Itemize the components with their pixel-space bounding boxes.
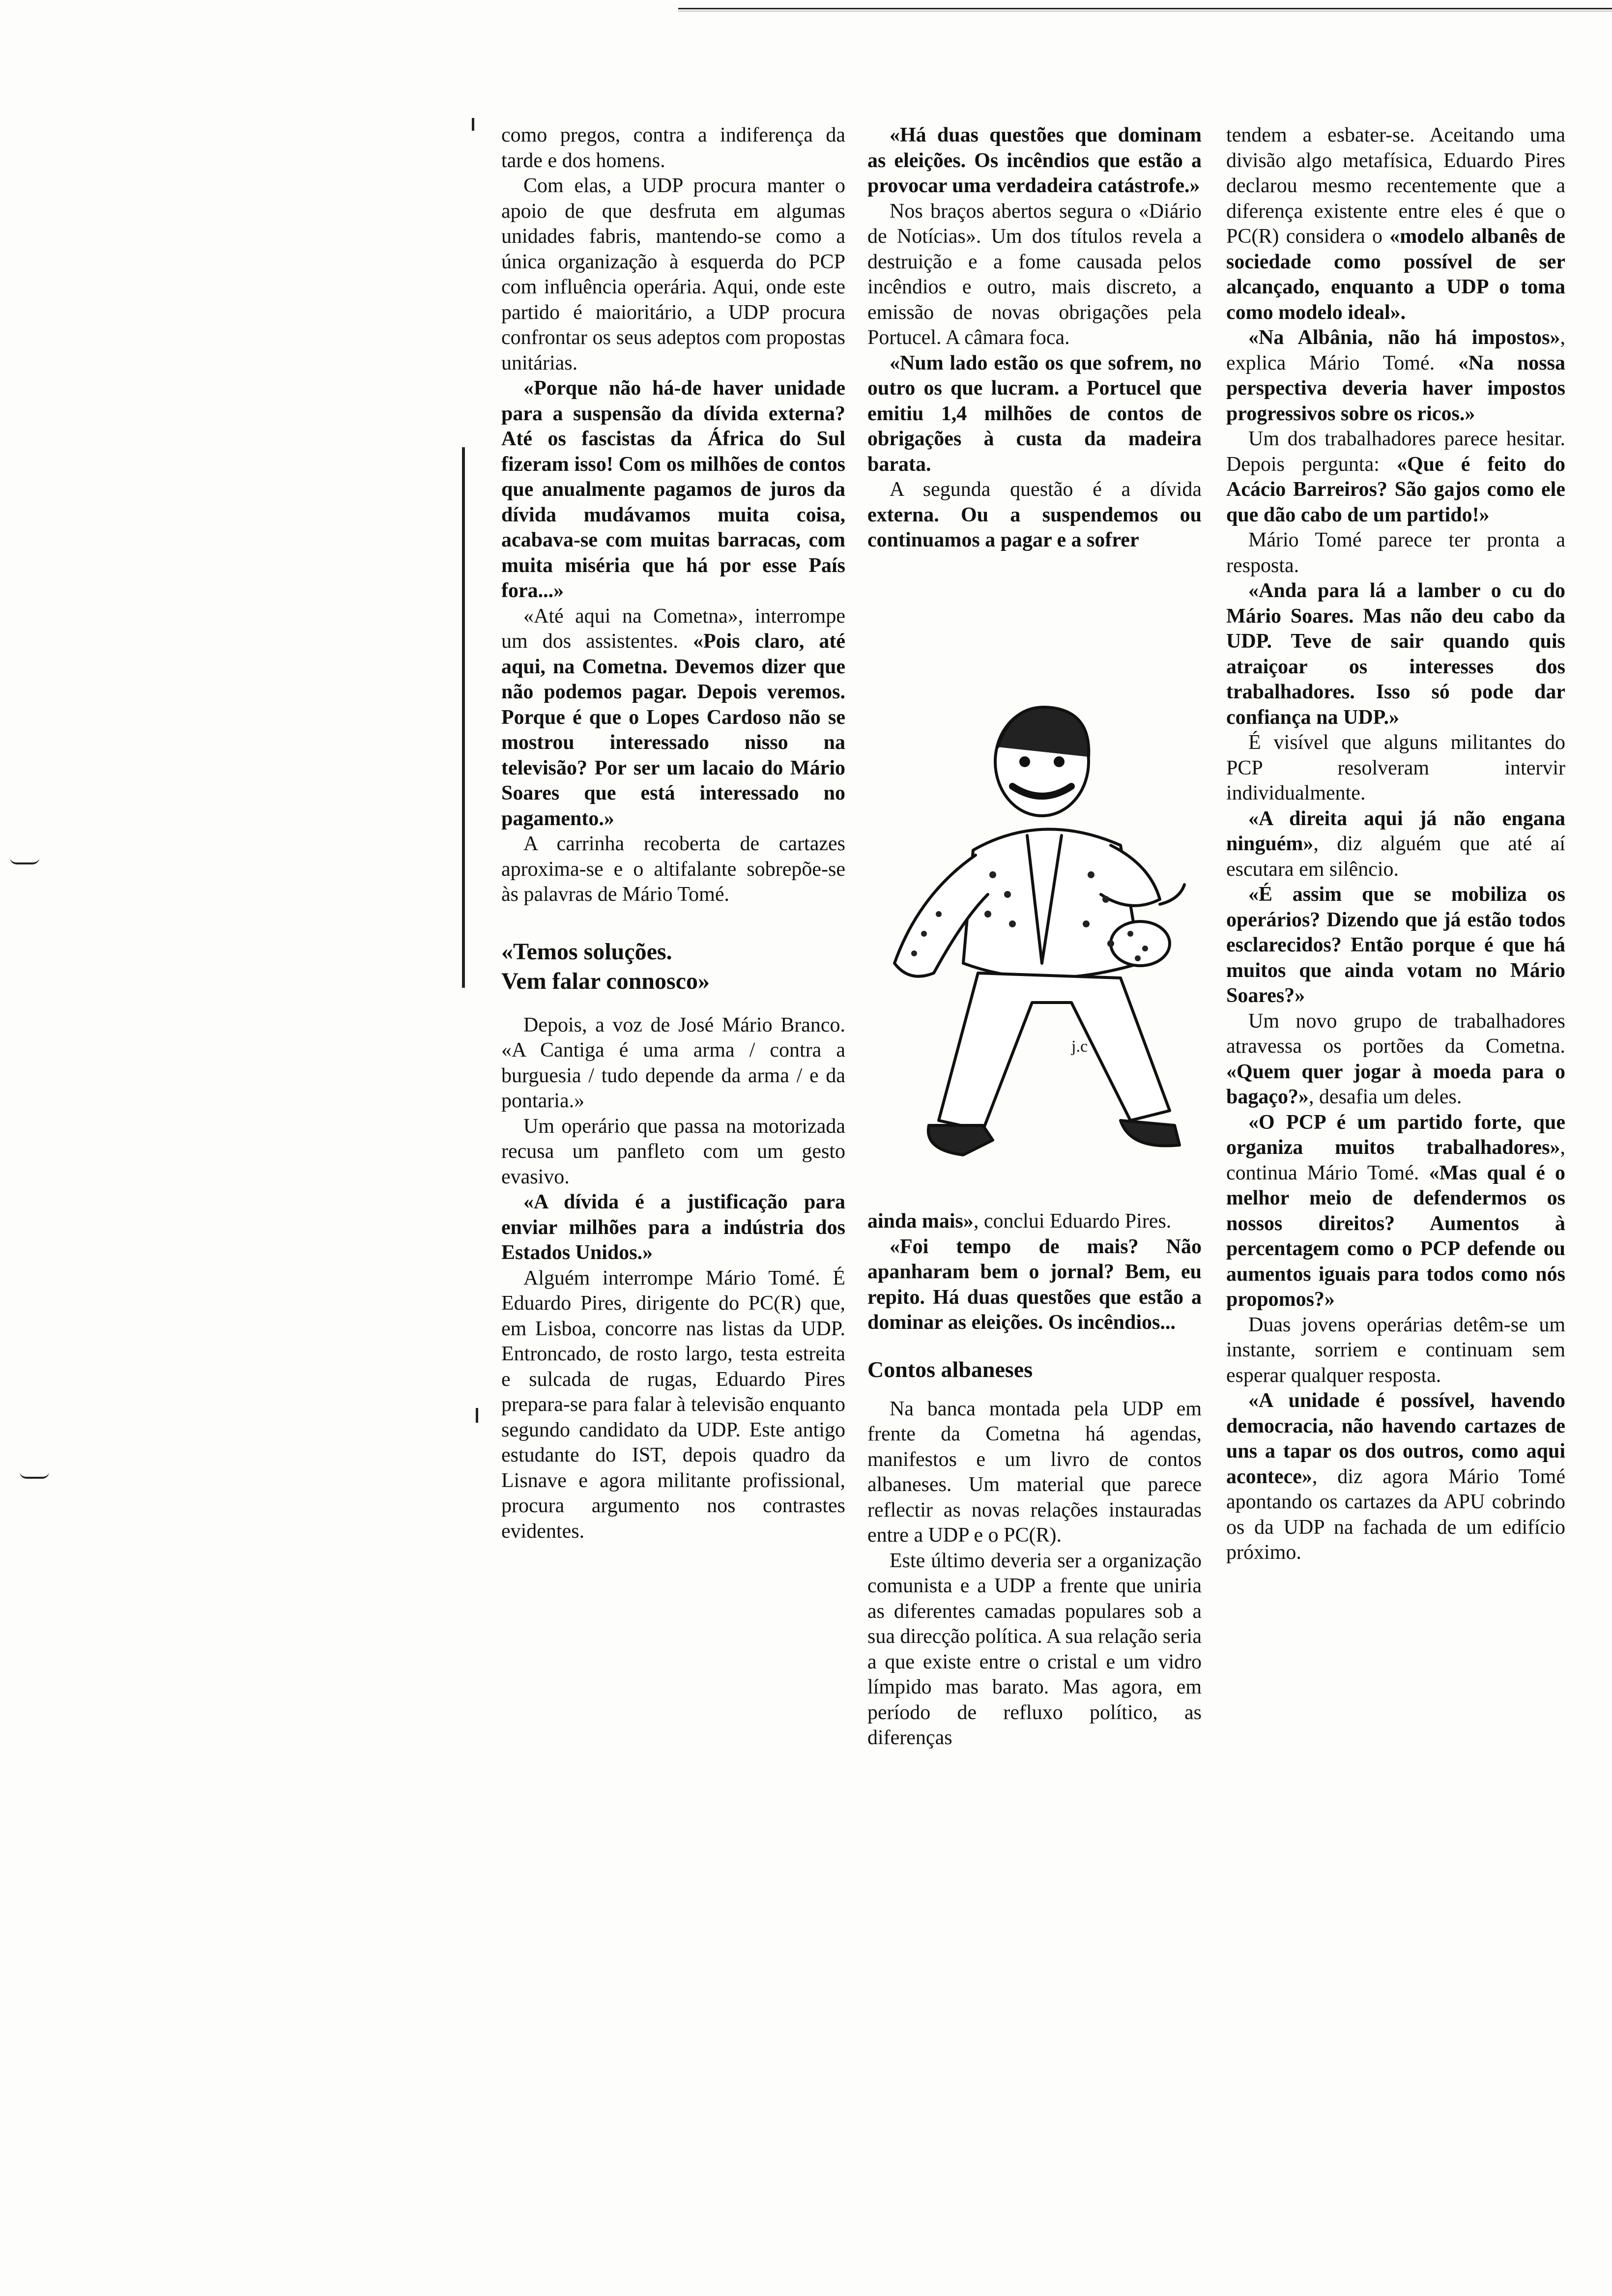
quote-bold: «Que é feito do Acácio Barreiros? São gajos como ele que dão cabo de um partido!» [1226, 453, 1566, 526]
paragraph: Na banca montada pela UDP em frente da Cometna há agendas, manifestos e um livro de contos albaneses. Um material que parece reflectir as novas relações instauradas entre a UDP e o PC(R). [867, 1397, 1202, 1547]
paragraph [1226, 427, 1565, 528]
quote-bold: «A direita aqui já não engana ninguém» [1226, 807, 1565, 855]
quote-bold: «Na nossa perspectiva deveria haver impostos progressivos sobre os ricos.» [1226, 351, 1565, 425]
paragraph [1226, 882, 1565, 1009]
subheading: Vem falar connosco» [501, 968, 710, 994]
text: Um dos trabalhadores parece hesitar. Depois pergunta: [1226, 428, 1565, 476]
paragraph [1226, 806, 1565, 883]
text: A segunda questão é a dívida [890, 478, 1202, 501]
paragraph: Depois, a voz de José Mário Branco. «A Cantiga é uma arma / contra a burguesia / tudo depende da arma / e da pontaria.» [501, 1013, 845, 1112]
text: , diz agora Mário Tomé apontando os cartazes da APU cobrindo os da UDP na fachada de um edifício próximo. [1226, 1465, 1565, 1564]
paragraph [501, 1190, 845, 1266]
margin-bar [462, 447, 465, 988]
quote-bold: «Num lado estão os que sofrem, no outro os que lucram. a Portucel que emitiu 1,4 milhões de contos de obrigações à custa da madeira barata. [867, 351, 1202, 476]
quote-bold: «Foi tempo de mais? Não apanharam bem o jornal? Bem, eu repito. Há duas questões que estão a dominar as eleições. Os incêndios... [867, 1235, 1202, 1334]
quote-bold: «Mas qual é o melhor meio de defendermos os nossos direitos? Aumentos à percentagem como o PCP defende ou aumentos iguais para todos como nós propomos?» [1226, 1161, 1565, 1311]
paragraph [867, 477, 1202, 553]
article-column-2 [867, 123, 1202, 553]
subheading: Contos albaneses [867, 1356, 1033, 1382]
text: , desafia um deles. [1309, 1086, 1462, 1108]
paragraph [867, 1234, 1202, 1336]
quote-bold: «Quem quer jogar à moeda para o bagaço?» [1226, 1060, 1565, 1108]
quote-bold: externa. Ou a suspendemos ou continuamos a pagar e a sofrer [867, 503, 1202, 551]
paragraph [867, 123, 1202, 199]
paragraph: Alguém interrompe Mário Tomé. É Eduardo Pires, dirigente do PC(R) que, em Lisboa, concorre nas listas da UDP. Entroncado, de rosto largo, testa estreita e sulcada de rugas, Eduardo Pires prepara-se para falar à televisão enquanto segundo candidato da UDP. Este antigo estudante do IST, depois quadro da Lisnave e agora militante profissional, procura argumento nos contrastes evidentes. [501, 1266, 845, 1543]
paragraph: Nos braços abertos segura o «Diário de Notícias». Um dos títulos revela a destruição e a fome causada pelos incêndios e outro, mais discreto, a emissão de novas obrigações pela Portucel. A câmara foca. [867, 200, 1202, 349]
paragraph [867, 1209, 1202, 1234]
quote-bold: «Há duas questões que dominam as eleições. Os incêndios que estão a provocar uma verdadeira catástrofe.» [867, 124, 1202, 197]
paragraph [1226, 578, 1565, 730]
paragraph [1226, 1009, 1565, 1110]
quote-bold: «A dívida é a justificação para enviar milhões para a indústria dos Estados Unidos.» [501, 1191, 845, 1264]
paragraph [501, 604, 845, 832]
quote-bold: ainda mais» [867, 1210, 974, 1233]
margin-tick [476, 1408, 478, 1423]
paragraph [501, 376, 845, 604]
margin-tick [472, 118, 474, 131]
paragraph: A carrinha recoberta de cartazes aproxima-se e o altifalante sobrepõe-se às palavras de Mário Tomé. [501, 832, 845, 906]
paragraph: Este último deveria ser a organização comunista e a UDP a frente que uniria as diferentes camadas populares sob a sua direcção política. A sua relação seria a que existe entre o cristal e um vidro límpido mas barato. Mas agora, em período de refluxo político, as diferenças [867, 1549, 1202, 1749]
quote-bold: «É assim que se mobiliza os operários? Dizendo que já estão todos esclarecidos? Então porque é que há muitos que ainda votam no Mário Soares?» [1226, 883, 1565, 1007]
paragraph [1226, 123, 1565, 325]
text: tendem a esbater-se. Aceitando uma divisão algo metafísica, Eduardo Pires declarou mesmo recentemente que a diferença existente entre eles é que o PC(R) considera o [1226, 124, 1565, 248]
paragraph: como pregos, contra a indiferença da tarde e dos homens. [501, 124, 845, 172]
subheading: «Temos soluções. [501, 938, 672, 965]
article-column-1 [501, 123, 845, 1544]
artist-initials: j.c [1071, 1037, 1088, 1056]
paragraph [1226, 1388, 1565, 1566]
paragraph: Duas jovens operárias detêm-se um instante, sorriem e continuam sem esperar qualquer resposta. [1226, 1313, 1565, 1387]
margin-mark [20, 1472, 49, 1479]
quote-bold: «A unidade é possível, havendo democracia, não havendo cartazes de uns a tapar os dos outros, como aqui acontece» [1226, 1389, 1565, 1488]
caricature-illustration [865, 688, 1219, 1209]
text: , conclui Eduardo Pires. [973, 1210, 1172, 1233]
paragraph: Com elas, a UDP procura manter o apoio de que desfruta em algumas unidades fabris, mantendo-se como a única organização à esquerda do PCP com influência operária. Aqui, onde este partido é maioritário, a UDP procura confrontar os seus adeptos com propostas unitárias. [501, 174, 845, 374]
article-column-2-continued [867, 1209, 1202, 1751]
paragraph: Um operário que passa na motorizada recusa um panfleto com um gesto evasivo. [501, 1115, 845, 1188]
text: , diz alguém que até aí escutara em silêncio. [1226, 832, 1565, 881]
paragraph: É visível que alguns militantes do PCP resolveram intervir individualmente. [1226, 731, 1565, 804]
quote-bold: «Anda para lá a lamber o cu do Mário Soares. Mas não deu cabo da UDP. Teve de sair quando quis atraiçoar os interesses dos trabalhadores. Isso só pode dar confiança na UDP.» [1226, 579, 1565, 729]
quote-bold: «O PCP é um partido forte, que organiza muitos trabalhadores» [1226, 1111, 1565, 1159]
top-rule [678, 8, 1612, 9]
text: Um novo grupo de trabalhadores atravessa os portões da Cometna. [1226, 1009, 1565, 1058]
text: , continua Mário Tomé. [1226, 1136, 1565, 1184]
quote-bold: «modelo albanês de sociedade como possível de ser alcançado, enquanto a UDP o toma como modelo ideal». [1226, 225, 1565, 324]
quote-bold: «Na Albânia, não há impostos» [1248, 326, 1560, 349]
text: «Até aqui na Cometna», interrompe um dos assistentes. [501, 604, 845, 653]
quote-bold: «Porque não há-de haver unidade para a suspensão da dívida externa? Até os fascistas da África do Sul fizeram isso! Com os milhões de contos que anualmente pagamos de juros da dívida mudávamos muita coisa, acabava-se com muitas barracas, com muita miséria que há por esse País fora...» [501, 377, 845, 602]
paragraph [1226, 1110, 1565, 1313]
text: , explica Mário Tomé. [1226, 326, 1565, 374]
paragraph: Mário Tomé parece ter pronta a resposta. [1226, 529, 1565, 577]
margin-mark [10, 858, 39, 864]
paragraph [1226, 325, 1565, 427]
quote-bold: «Pois claro, até aqui, na Cometna. Devemos dizer que não podemos pagar. Depois veremos. Porque é que o Lopes Cardoso não se mostrou interessado nisso na televisão? Por ser um lacaio do Mário Soares que está interessado no pagamento.» [501, 630, 846, 830]
article-column-3 [1226, 123, 1565, 1566]
paragraph [867, 351, 1202, 478]
